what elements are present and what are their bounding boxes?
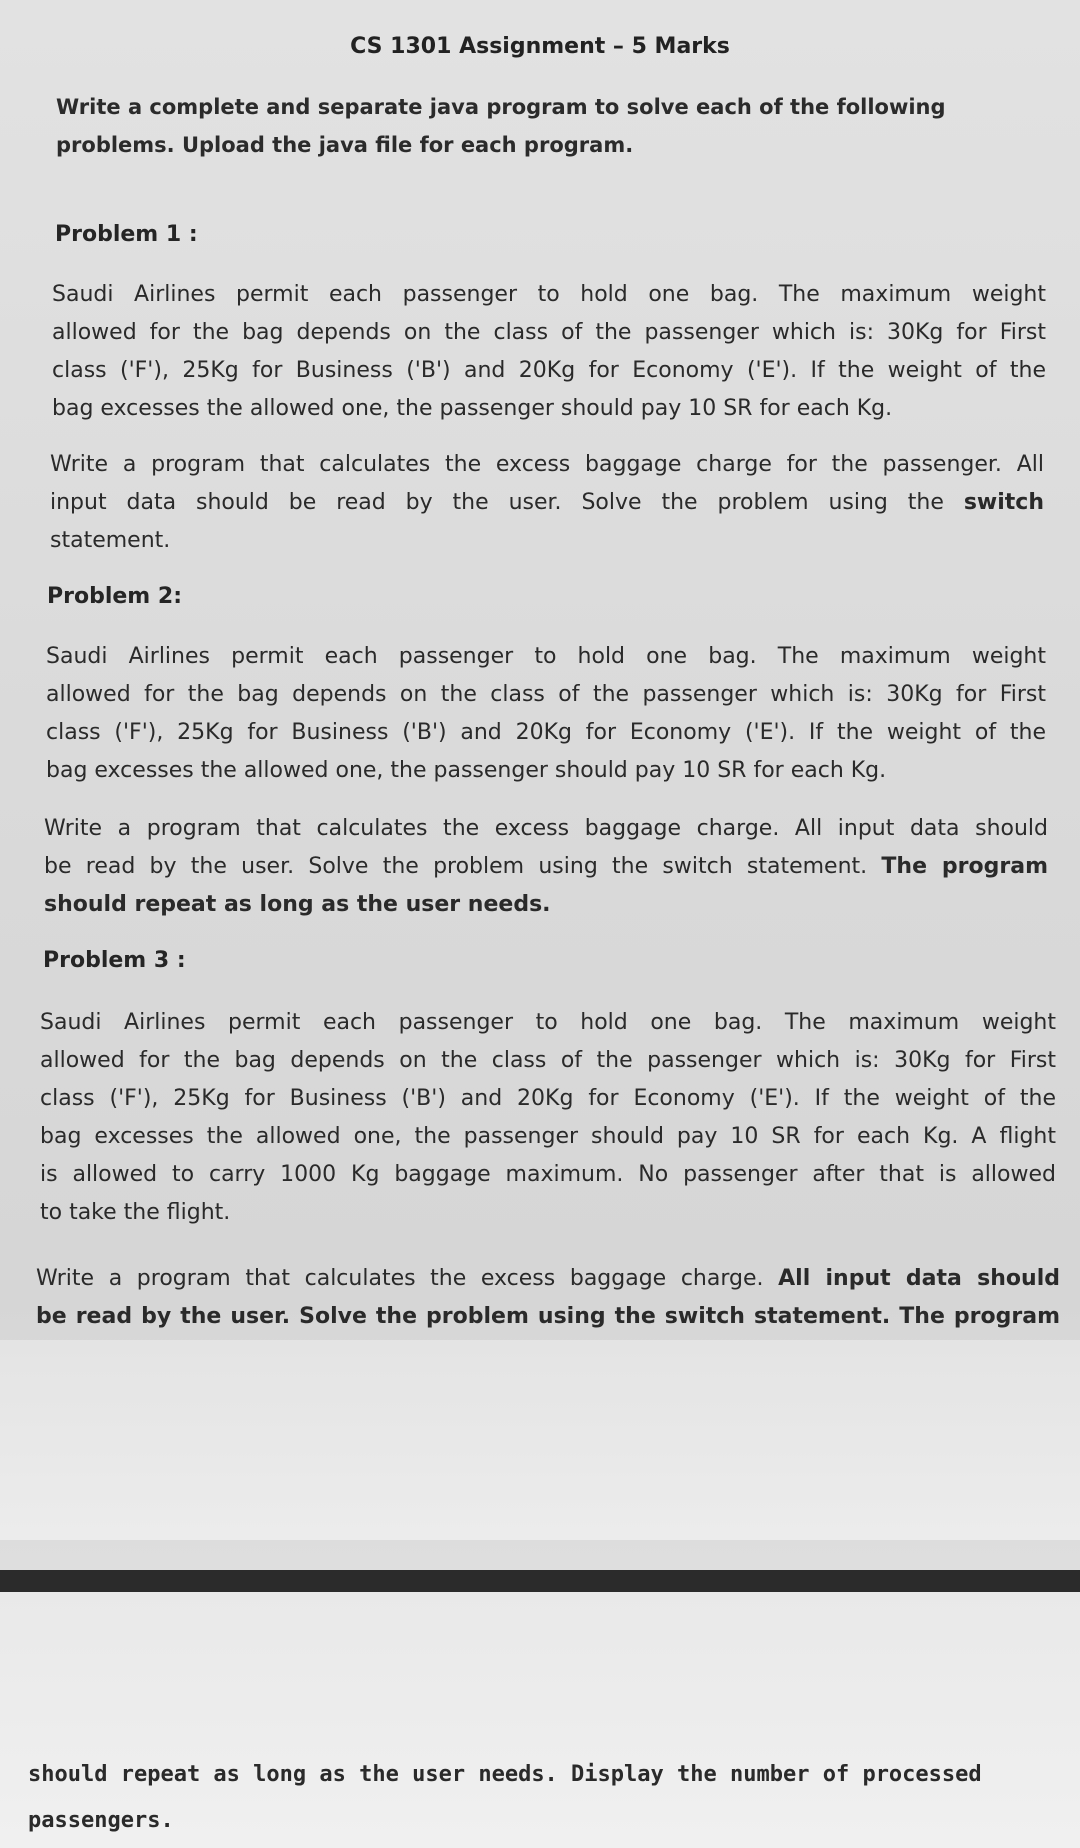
continued-line-1: should repeat as long as the user needs. Display the number of processed — [28, 1762, 982, 1787]
problem-3-desc-line: allowed for the bag depends on the class of the passenger which is: 30Kg for First — [40, 1048, 1056, 1073]
problem-2-heading: Problem 2: — [47, 584, 182, 609]
problem-1-description — [52, 276, 1046, 428]
problem-2-desc-line: Saudi Airlines permit each passenger to hold one bag. The maximum weight — [46, 644, 1046, 669]
problem-1-task-bold: switch — [963, 490, 1044, 515]
instructions — [56, 88, 1016, 164]
problem-3-task — [36, 1260, 1060, 1336]
problem-3-desc-line: class ('F'), 25Kg for Business ('B') and 20Kg for Economy ('E'). If the weight of the — [40, 1086, 1056, 1111]
instructions-line-2: problems. Upload the java file for each program. — [56, 133, 634, 157]
problem-1-task-line: Write a program that calculates the excess baggage charge for the passenger. All — [50, 452, 1044, 477]
problem-3-desc-line: to take the flight. — [40, 1200, 231, 1225]
problem-1-desc-line: Saudi Airlines permit each passenger to hold one bag. The maximum weight — [52, 282, 1046, 307]
problem-3-desc-line: bag excesses the allowed one, the passenger should pay 10 SR for each Kg. A flight — [40, 1124, 1056, 1149]
problem-3-task-bold: be read by the user. Solve the problem using the switch statement. The program — [36, 1304, 1060, 1329]
problem-2-task-line — [44, 848, 1048, 886]
problem-2-task-line — [44, 886, 1048, 924]
problem-3-task-line — [36, 1298, 1060, 1336]
problem-2-task — [44, 810, 1048, 924]
problem-1-heading: Problem 1 : — [55, 222, 198, 247]
problem-1-desc-line: bag excesses the allowed one, the passenger should pay 10 SR for each Kg. — [52, 396, 893, 421]
problem-2-task-text: be read by the user. Solve the problem using the switch statement. — [44, 854, 868, 879]
problem-3-description — [40, 1004, 1056, 1232]
page-edge-shadow — [0, 1570, 1080, 1592]
problem-3-heading: Problem 3 : — [43, 948, 186, 973]
problem-2-description — [46, 638, 1046, 790]
problem-3-desc-line: Saudi Airlines permit each passenger to hold one bag. The maximum weight — [40, 1010, 1056, 1035]
problem-1-task-line — [50, 484, 1044, 522]
problem-3-desc-line: is allowed to carry 1000 Kg baggage maximum. No passenger after that is allowed — [40, 1162, 1056, 1187]
problem-2-task-bold: The program — [881, 854, 1049, 879]
continued-text — [28, 1752, 1068, 1844]
problem-3-task-text: Write a program that calculates the excess baggage charge. — [36, 1266, 764, 1291]
problem-1-desc-line: class ('F'), 25Kg for Business ('B') and 20Kg for Economy ('E'). If the weight of the — [52, 358, 1046, 383]
problem-2-desc-line: allowed for the bag depends on the class of the passenger which is: 30Kg for First — [46, 682, 1046, 707]
problem-1-task — [50, 446, 1044, 560]
problem-2-task-bold: should repeat as long as the user needs. — [44, 892, 551, 917]
document-title: CS 1301 Assignment – 5 Marks — [350, 34, 730, 59]
problem-3-task-bold: All input data should — [778, 1266, 1060, 1291]
continued-line-2: passengers. — [28, 1808, 174, 1833]
problem-1-desc-line: allowed for the bag depends on the class of the passenger which is: 30Kg for First — [52, 320, 1046, 345]
problem-2-desc-line: class ('F'), 25Kg for Business ('B') and 20Kg for Economy ('E'). If the weight of the — [46, 720, 1046, 745]
problem-1-task-text: input data should be read by the user. Solve the problem using the — [50, 490, 944, 515]
problem-1-task-line: statement. — [50, 528, 171, 553]
instructions-line-1: Write a complete and separate java program to solve each of the following — [56, 95, 946, 119]
problem-2-desc-line: bag excesses the allowed one, the passenger should pay 10 SR for each Kg. — [46, 758, 887, 783]
problem-2-task-line: Write a program that calculates the excess baggage charge. All input data should — [44, 816, 1048, 841]
problem-3-task-line — [36, 1260, 1060, 1298]
blank-area — [0, 1340, 1080, 1540]
